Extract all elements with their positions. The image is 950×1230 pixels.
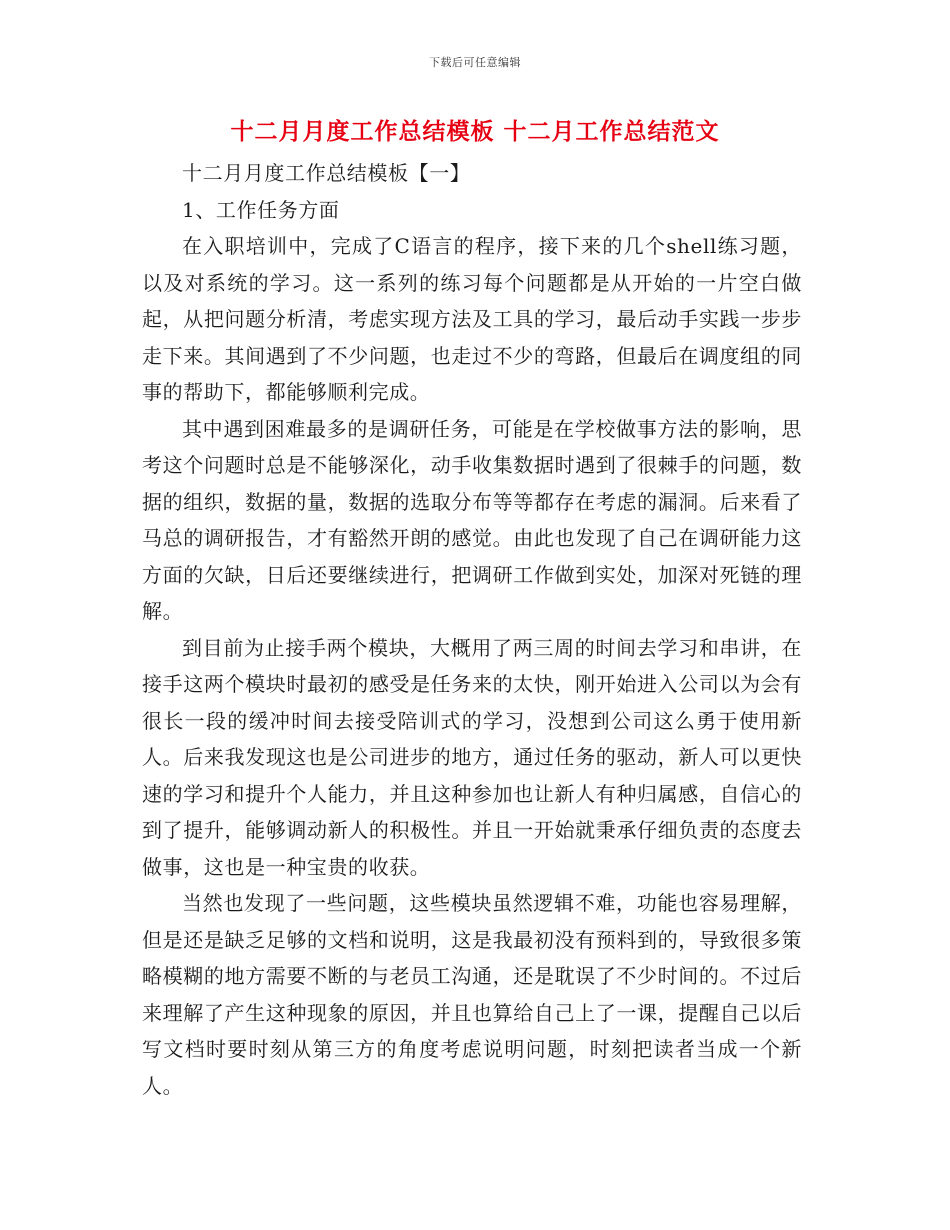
- document-title: 十二月月度工作总结模板 十二月工作总结范文: [230, 119, 720, 145]
- body-paragraph: 其中遇到困难最多的是调研任务，可能是在学校做事方法的影响，思考这个问题时总是不能够深化，动手收集数据时遇到了很棘手的问题，数据的组织，数据的量，数据的选取分布等等都存在考虑的漏洞。后来看了马总的调研报告，才有豁然开朗的感觉。由此也发现了自己在调研能力这方面的欠缺，日后还要继续进行，把调研工作做到实处，加深对死链的理解。: [142, 416, 802, 623]
- body-paragraph: 当然也发现了一些问题，这些模块虽然逻辑不难，功能也容易理解，但是还是缺乏足够的文档和说明，这是我最初没有预料到的，导致很多策略模糊的地方需要不断的与老员工沟通，还是耽误了不少时间的。不过后来理解了产生这种现象的原因，并且也算给自己上了一课，提醒自己以后写文档时要时刻从第三方的角度考虑说明问题，时刻把读者当成一个新人。: [142, 891, 802, 1098]
- header-note: 下载后可任意编辑: [429, 56, 521, 69]
- section-heading: 十二月月度工作总结模板【一】: [182, 161, 471, 185]
- subsection-heading: 1、工作任务方面: [182, 197, 340, 222]
- document-body: [142, 155, 802, 1104]
- body-paragraph: 到目前为止接手两个模块，大概用了两三周的时间去学习和串讲，在接手这两个模块时最初的感受是任务来的太快，刚开始进入公司以为会有很长一段的缓冲时间去接受陪训式的学习，没想到公司这么勇于使用新人。后来我发现这也是公司进步的地方，通过任务的驱动，新人可以更快速的学习和提升个人能力，并且这种参加也让新人有种归属感，自信心的到了提升，能够调动新人的积极性。并且一开始就秉承仔细负责的态度去做事，这也是一种宝贵的收获。: [142, 635, 802, 879]
- body-paragraph: 在入职培训中，完成了C语言的程序，接下来的几个shell练习题，以及对系统的学习。这一系列的练习每个问题都是从开始的一片空白做起，从把问题分析清，考虑实现方法及工具的学习，最后动手实践一步步走下来。其间遇到了不少问题，也走过不少的弯路，但最后在调度组的同事的帮助下，都能够顺利完成。: [142, 234, 802, 404]
